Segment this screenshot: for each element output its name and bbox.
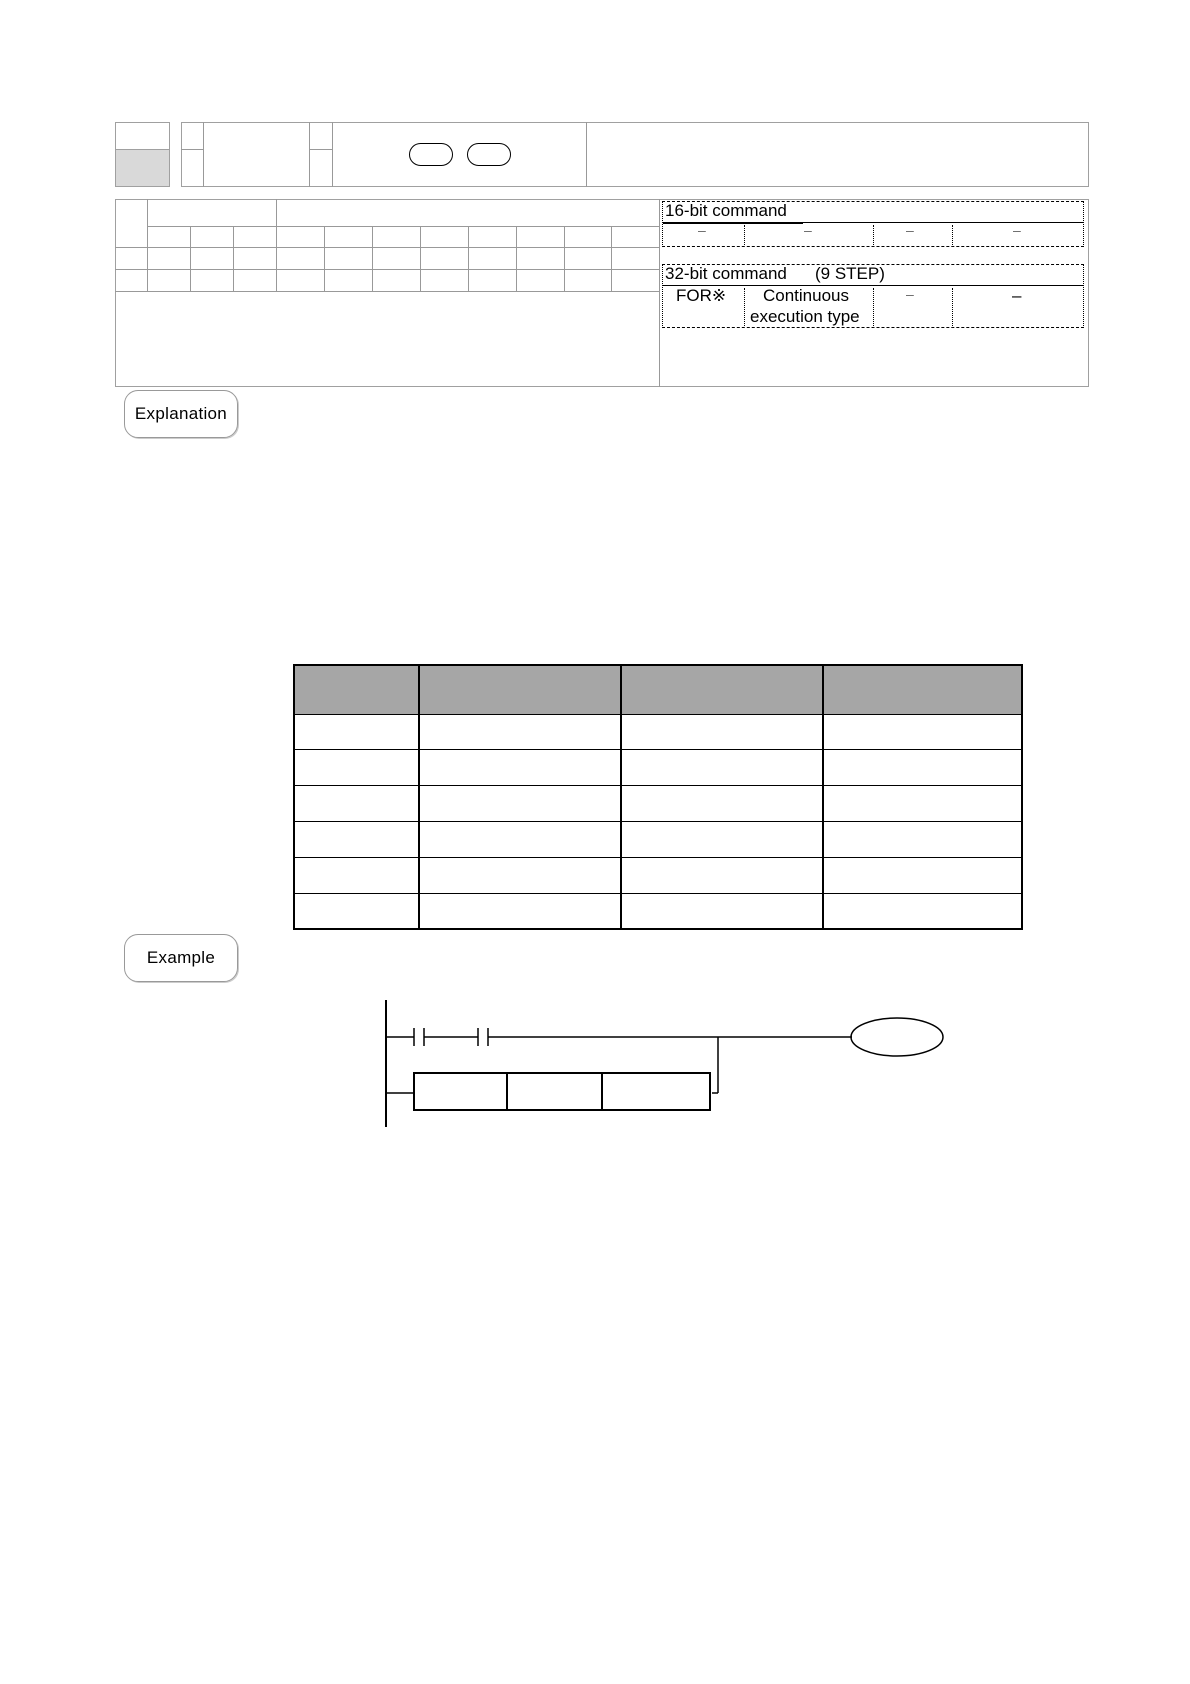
explanation-label: Explanation <box>124 390 238 438</box>
cmd16-cell-2: – <box>804 222 812 238</box>
table-header-row <box>295 666 1021 715</box>
api-number-shade <box>116 149 169 186</box>
table-row <box>295 822 1021 858</box>
cmd16-title: 16-bit command <box>665 201 787 220</box>
cmd32-mnemonic: FOR※ <box>676 286 727 305</box>
device-table <box>115 199 1089 387</box>
cmd16-cell-1: – <box>698 222 706 238</box>
cmd32-cell-1: – <box>906 286 914 302</box>
cmd32-title: 32-bit command <box>665 264 787 283</box>
instruction-box <box>414 1073 710 1110</box>
example-label: Example <box>124 934 238 982</box>
cmd32-cell-2: – <box>1012 286 1022 305</box>
table-row <box>295 750 1021 786</box>
ladder-diagram <box>370 995 960 1130</box>
cmd32-steps: (9 STEP) <box>815 264 885 283</box>
table-row <box>295 894 1021 930</box>
cmd16-cell-3: – <box>906 222 914 238</box>
cmd32-exec-line2: execution type <box>750 307 860 326</box>
table-row <box>295 786 1021 822</box>
output-coil <box>851 1018 943 1056</box>
cmd16-cell-4: – <box>1013 222 1021 238</box>
operand-oval-2 <box>467 143 511 166</box>
cmd32-exec-line1: Continuous <box>763 286 850 305</box>
operand-table <box>293 664 1023 930</box>
mnemonic-box <box>181 122 1089 187</box>
table-row <box>295 858 1021 894</box>
table-row <box>295 714 1021 750</box>
operand-oval-1 <box>409 143 453 166</box>
